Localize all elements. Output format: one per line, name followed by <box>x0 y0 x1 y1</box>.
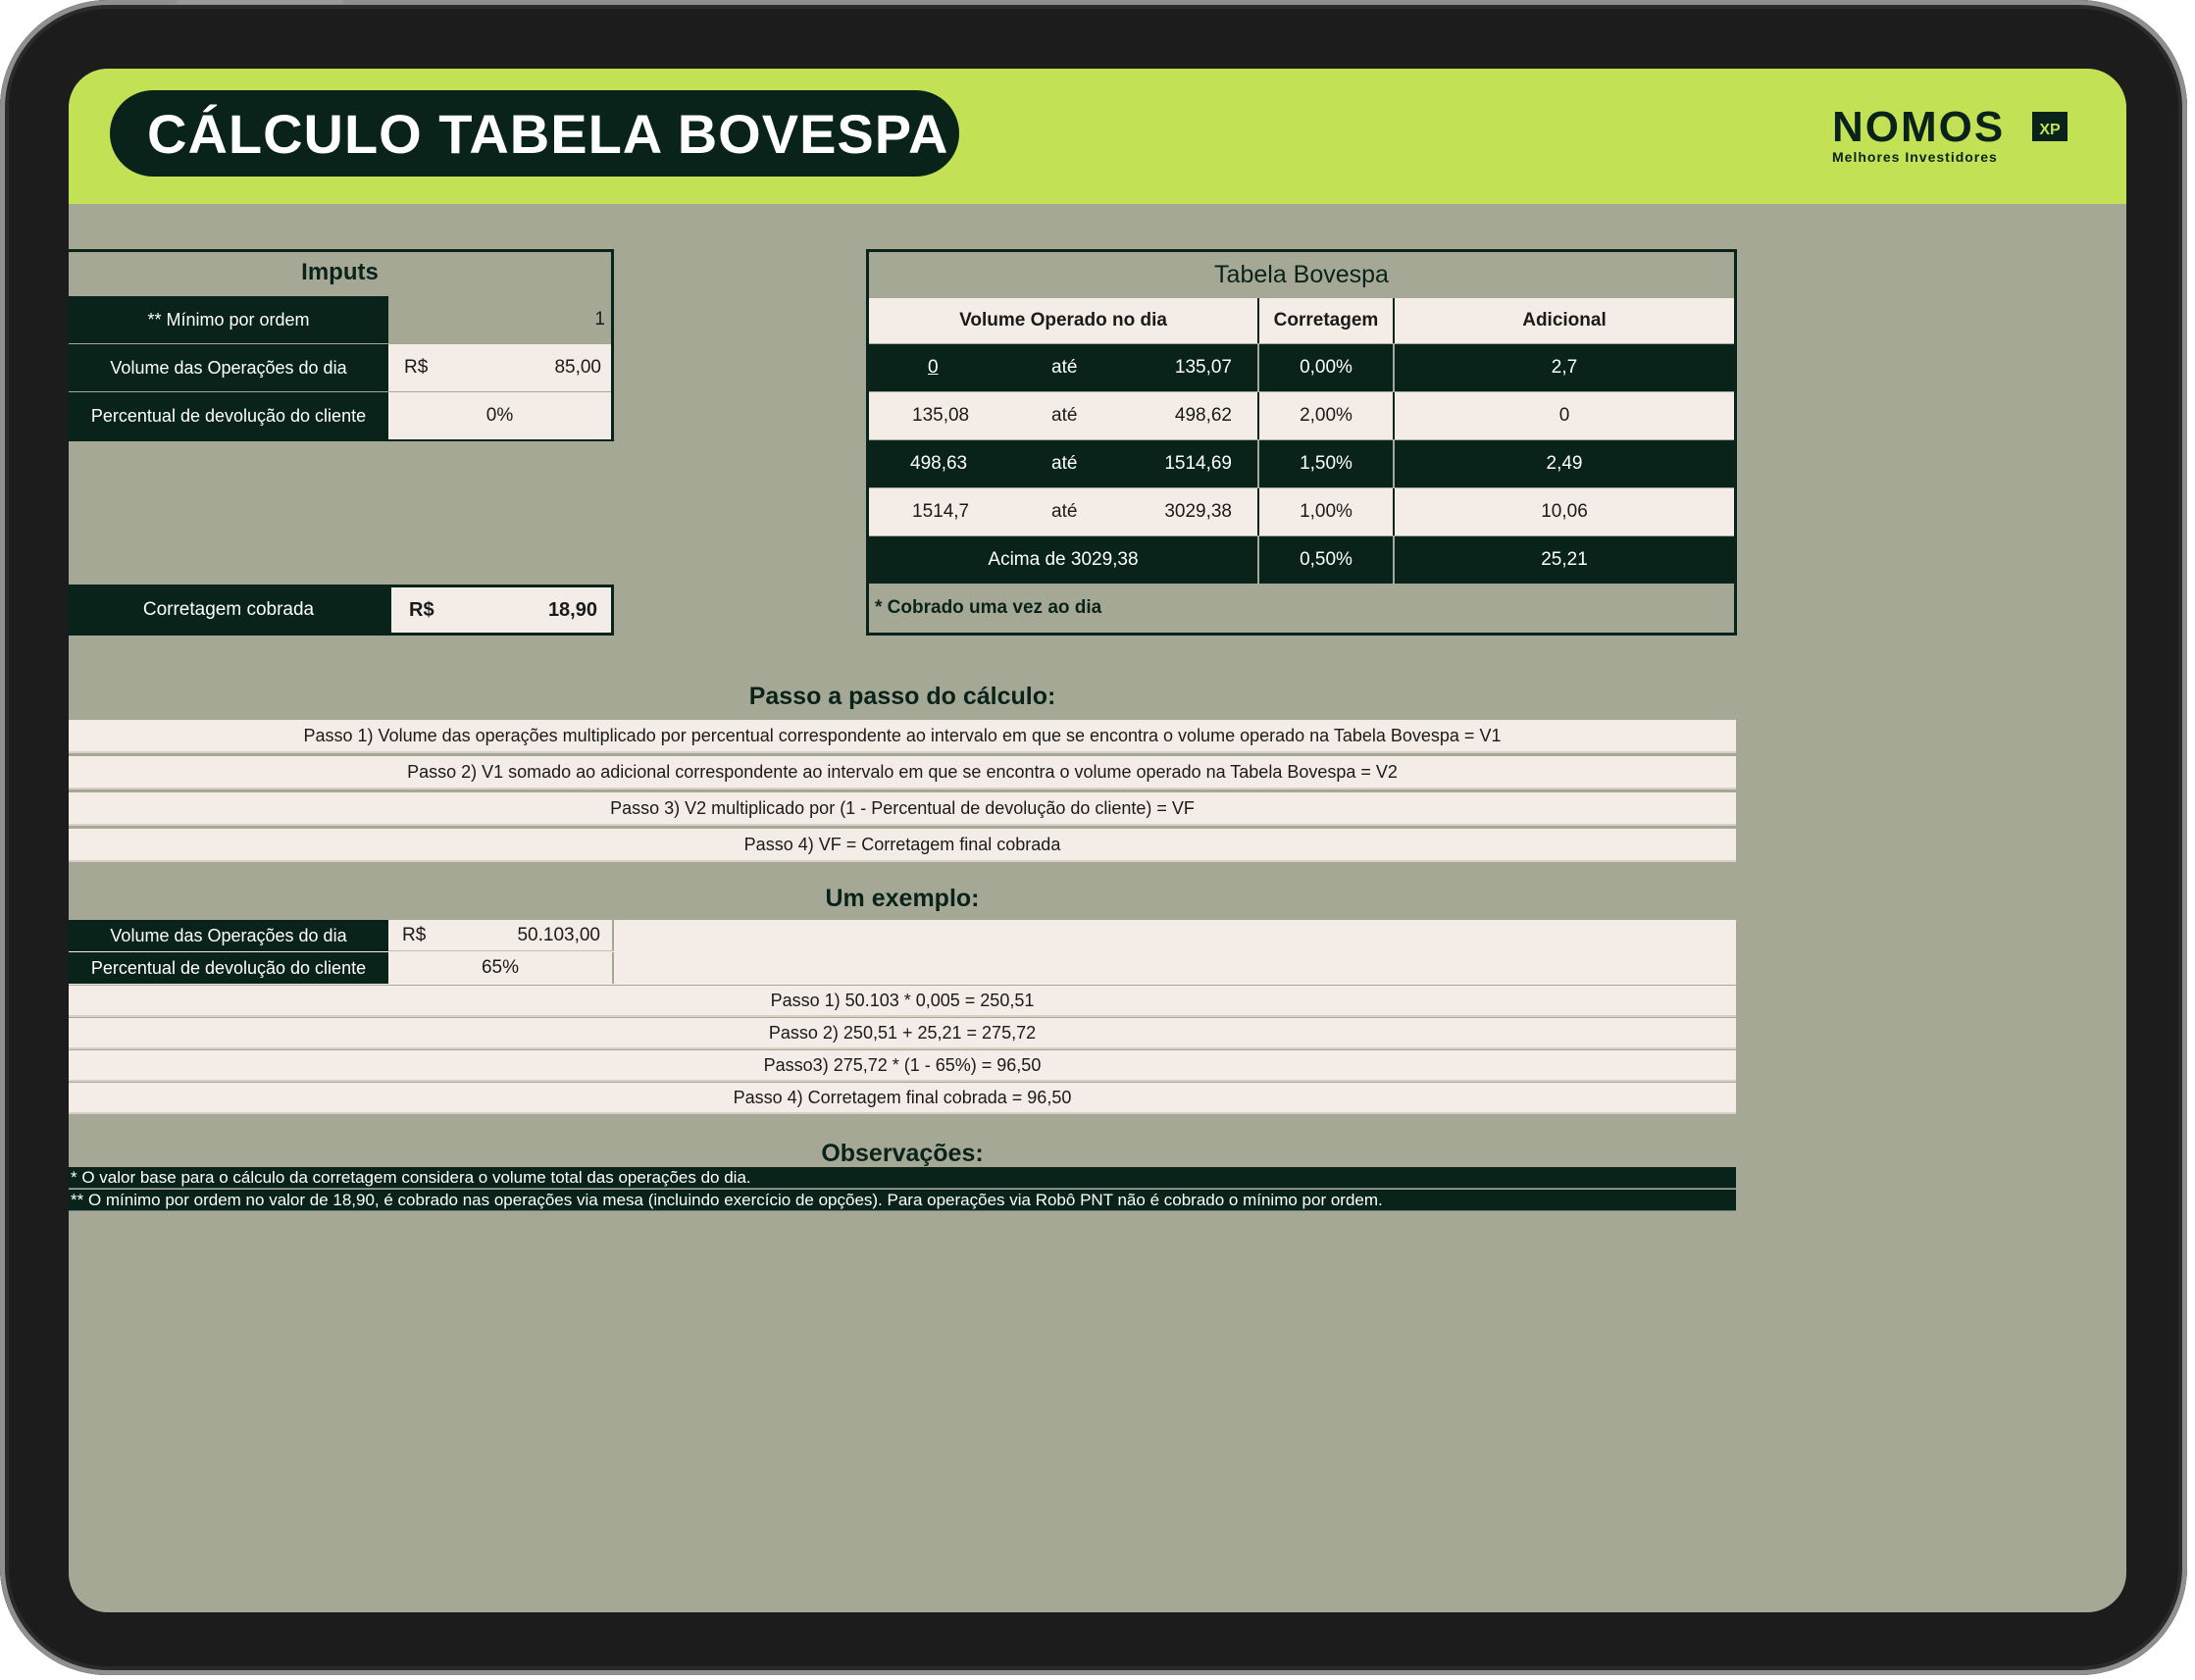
input-return-percent-value[interactable]: 0% <box>388 392 611 439</box>
range-until: até <box>1051 405 1078 426</box>
additional-cell: 0 <box>1395 392 1734 439</box>
additional-cell: 2,49 <box>1395 440 1734 487</box>
example-percent-label: Percentual de devolução do cliente <box>69 952 388 984</box>
range-until: até <box>1051 357 1078 378</box>
input-label-min-order: ** Mínimo por ordem <box>69 296 388 343</box>
inputs-title: Imputs <box>301 259 379 285</box>
page-title: CÁLCULO TABELA BOVESPA <box>147 102 949 165</box>
table-row <box>869 440 1259 487</box>
xp-badge: XP <box>2032 112 2067 141</box>
range-from: 498,63 <box>910 453 968 474</box>
steps-title: Passo a passo do cálculo: <box>748 683 1056 710</box>
result-currency: R$ <box>409 598 434 621</box>
example-step-row: Passo 1) 50.103 * 0,005 = 250,51 <box>69 986 1736 1017</box>
spreadsheet-screen <box>69 69 2126 1612</box>
example-volume-value: 50.103,00 <box>517 924 600 945</box>
rate-cell: 0,00% <box>1259 344 1395 391</box>
input-volume-currency: R$ <box>404 357 429 378</box>
step-row: Passo 3) V2 multiplicado por (1 - Percentual de devolução do cliente) = VF <box>69 792 1736 826</box>
input-volume-field[interactable] <box>388 344 611 391</box>
table-row <box>869 392 1259 439</box>
example-percent-value: 65% <box>388 952 614 984</box>
example-step-row: Passo3) 275,72 * (1 - 65%) = 96,50 <box>69 1050 1736 1082</box>
additional-cell: 2,7 <box>1395 344 1734 391</box>
step-row: Passo 2) V1 somado ao adicional correspondente ao intervalo em que se encontra o volume operado na Tabela Bovespa = V2 <box>69 756 1736 789</box>
range-to: 135,07 <box>1174 357 1232 378</box>
nomos-xp-logo <box>1832 103 2067 165</box>
input-volume-value: 85,00 <box>554 357 601 378</box>
additional-cell: 10,06 <box>1395 488 1734 535</box>
result-value: 18,90 <box>547 598 597 621</box>
tablet-side-button <box>177 0 343 4</box>
input-label-volume: Volume das Operações do dia <box>69 344 388 391</box>
result-field <box>388 585 614 636</box>
additional-cell: 25,21 <box>1395 536 1734 584</box>
range-from: 0 <box>928 357 939 378</box>
example-step-row: Passo 4) Corretagem final cobrada = 96,50 <box>69 1083 1736 1114</box>
rate-cell: 1,50% <box>1259 440 1395 487</box>
example-volume-currency: R$ <box>402 924 427 945</box>
example-volume-label: Volume das Operações do dia <box>69 920 388 951</box>
logo-tagline: Melhores Investidores <box>1832 149 1998 165</box>
table-footnote: * Cobrado uma vez ao dia <box>875 597 1102 618</box>
observation-row: ** O mínimo por ordem no valor de 18,90, é cobrado nas operações via mesa (incluindo exercício de opções). Para operações via Robô PNT não é cobrado o mínimo por ordem. <box>69 1190 1736 1211</box>
header-volume: Volume Operado no dia <box>869 298 1259 343</box>
rate-cell: 1,00% <box>1259 488 1395 535</box>
table-row <box>869 344 1259 391</box>
range-to: 3029,38 <box>1164 501 1232 522</box>
range-until: até <box>1051 453 1078 474</box>
bovespa-table-title: Tabela Bovespa <box>1214 260 1389 288</box>
input-min-order-value[interactable]: 1 <box>388 296 611 343</box>
logo-wordmark: NOMOS <box>1832 103 2006 151</box>
observation-row: * O valor base para o cálculo da corretagem considera o volume total das operações do dia. <box>69 1167 1736 1189</box>
range-from: 135,08 <box>912 405 970 426</box>
header-banner <box>69 69 2126 204</box>
example-volume-field <box>388 920 614 951</box>
header-adicional: Adicional <box>1395 298 1734 343</box>
step-row: Passo 4) VF = Corretagem final cobrada <box>69 829 1736 862</box>
result-label: Corretagem cobrada <box>69 585 388 636</box>
range-to: 498,62 <box>1174 405 1232 426</box>
input-label-return-percent: Percentual de devolução do cliente <box>69 392 388 439</box>
step-row: Passo 1) Volume das operações multiplicado por percentual correspondente ao intervalo em que se encontra o volume operado na Tabela Bovespa = V1 <box>69 720 1736 753</box>
example-title: Um exemplo: <box>825 885 980 912</box>
title-pill <box>110 90 959 177</box>
range-from: 1514,7 <box>912 501 970 522</box>
range-to: 1514,69 <box>1164 453 1232 474</box>
rate-cell: 0,50% <box>1259 536 1395 584</box>
example-step-row: Passo 2) 250,51 + 25,21 = 275,72 <box>69 1018 1736 1049</box>
rate-cell: 2,00% <box>1259 392 1395 439</box>
range-until: até <box>1051 501 1078 522</box>
header-corretagem: Corretagem <box>1259 298 1395 343</box>
observations-title: Observações: <box>821 1140 984 1167</box>
table-row <box>869 488 1259 535</box>
table-row-above: Acima de 3029,38 <box>869 536 1259 584</box>
